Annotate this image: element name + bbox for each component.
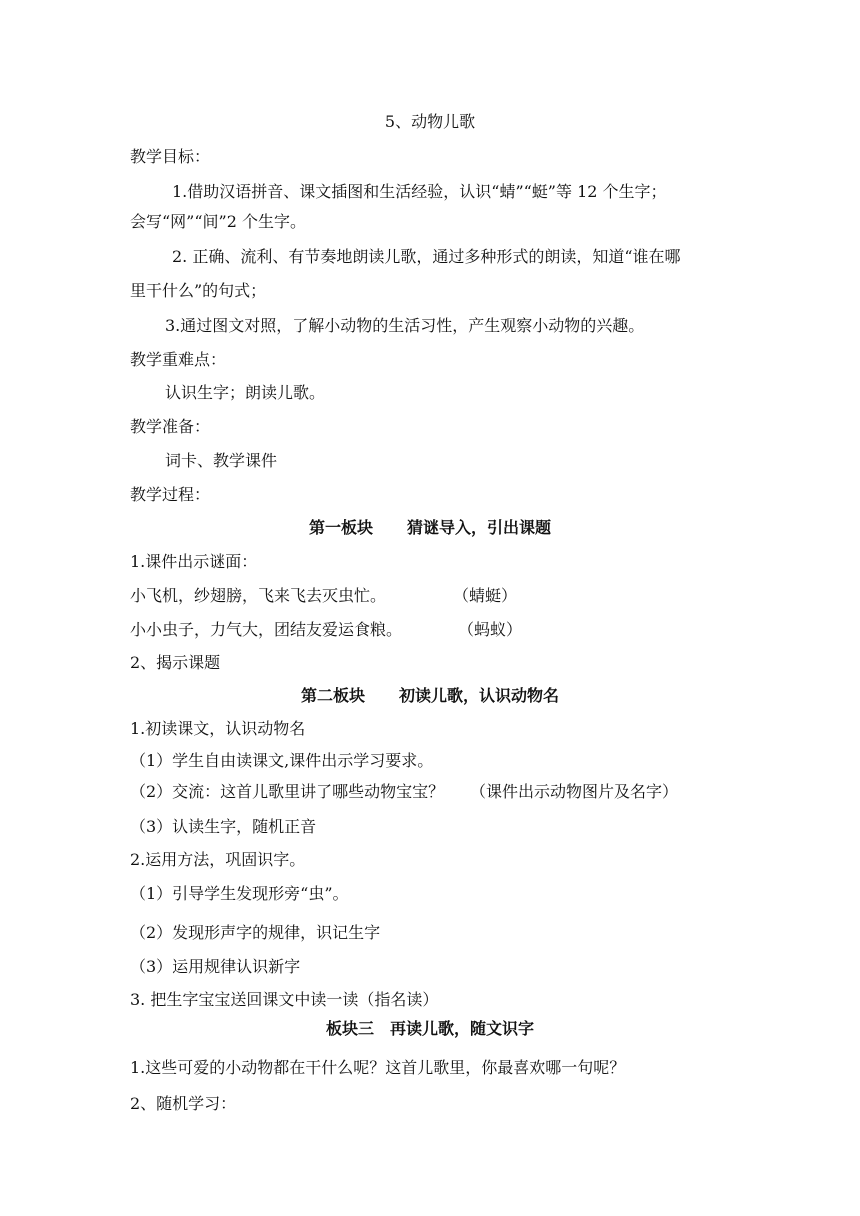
prep-heading: 教学准备： bbox=[130, 417, 211, 436]
section-2-sub-2-note: （课件出示动物图片及名字） bbox=[470, 782, 679, 801]
objective-1-line-2: 会写“网”“间”2 个生字。 bbox=[130, 212, 306, 231]
section-1-item-2: 2、揭示课题 bbox=[130, 653, 221, 672]
section-2-item-1: 1.初读课文，认识动物名 bbox=[130, 719, 306, 738]
section-1-item-1: 1.课件出示谜面： bbox=[130, 552, 258, 571]
objective-3: 3.通过图文对照，了解小动物的生活习性，产生观察小动物的兴趣。 bbox=[165, 316, 645, 335]
riddle-1: 小飞机，纱翅膀，飞来飞去灭虫忙。 bbox=[130, 586, 387, 605]
section-1-title: 猜谜导入，引出课题 bbox=[407, 518, 552, 537]
riddle-1-answer: （蜻蜓） bbox=[453, 586, 518, 605]
section-2-sub-4: （1）引导学生发现形旁“虫”。 bbox=[130, 884, 349, 903]
process-heading: 教学过程： bbox=[130, 485, 211, 504]
document-title: 5、动物儿歌 bbox=[384, 112, 476, 131]
section-2-sub-3: （3）认读生字，随机正音 bbox=[130, 817, 317, 836]
section-1-heading bbox=[0, 518, 860, 538]
objective-1-line-1: 1.借助汉语拼音、课文插图和生活经验，认识“蜻”“蜓”等 12 个生字； bbox=[172, 182, 667, 201]
objective-2-line-2: 里干什么”的句式； bbox=[130, 281, 267, 300]
section-2-sub-1: （1）学生自由读课文,课件出示学习要求。 bbox=[130, 751, 434, 770]
section-3-title: 再读儿歌，随文识字 bbox=[390, 1019, 535, 1038]
section-2-label: 第二板块 bbox=[300, 686, 365, 705]
section-2-sub-6: （3）运用规律认识新字 bbox=[130, 957, 301, 976]
section-1-label: 第一板块 bbox=[308, 518, 373, 537]
section-2-item-2: 2.运用方法，巩固识字。 bbox=[130, 850, 306, 869]
prep-text: 词卡、教学课件 bbox=[165, 451, 278, 470]
keypoints-heading: 教学重难点： bbox=[130, 350, 227, 369]
section-2-sub-2: （2）交流：这首儿歌里讲了哪些动物宝宝？ bbox=[130, 782, 445, 801]
section-2-heading bbox=[0, 686, 860, 706]
objective-2-line-1: 2. 正确、流利、有节奏地朗读儿歌，通过多种形式的朗读，知道“谁在哪 bbox=[172, 247, 681, 266]
section-2-item-3: 3. 把生字宝宝送回课文中读一读（指名读） bbox=[130, 990, 439, 1009]
section-2-title: 初读儿歌，认识动物名 bbox=[399, 686, 560, 705]
objectives-heading: 教学目标： bbox=[130, 147, 211, 166]
section-3-label: 板块三 bbox=[325, 1019, 374, 1038]
riddle-2-answer: （蚂蚁） bbox=[458, 620, 523, 639]
riddle-2: 小小虫子，力气大，团结友爱运食粮。 bbox=[130, 620, 403, 639]
section-3-item-2: 2、随机学习： bbox=[130, 1094, 237, 1113]
keypoints-text: 认识生字；朗读儿歌。 bbox=[165, 383, 326, 402]
section-3-heading bbox=[0, 1019, 860, 1039]
section-3-item-1: 1.这些可爱的小动物都在干什么呢？这首儿歌里，你最喜欢哪一句呢？ bbox=[130, 1058, 626, 1077]
section-2-sub-5: （2）发现形声字的规律，识记生字 bbox=[130, 923, 381, 942]
